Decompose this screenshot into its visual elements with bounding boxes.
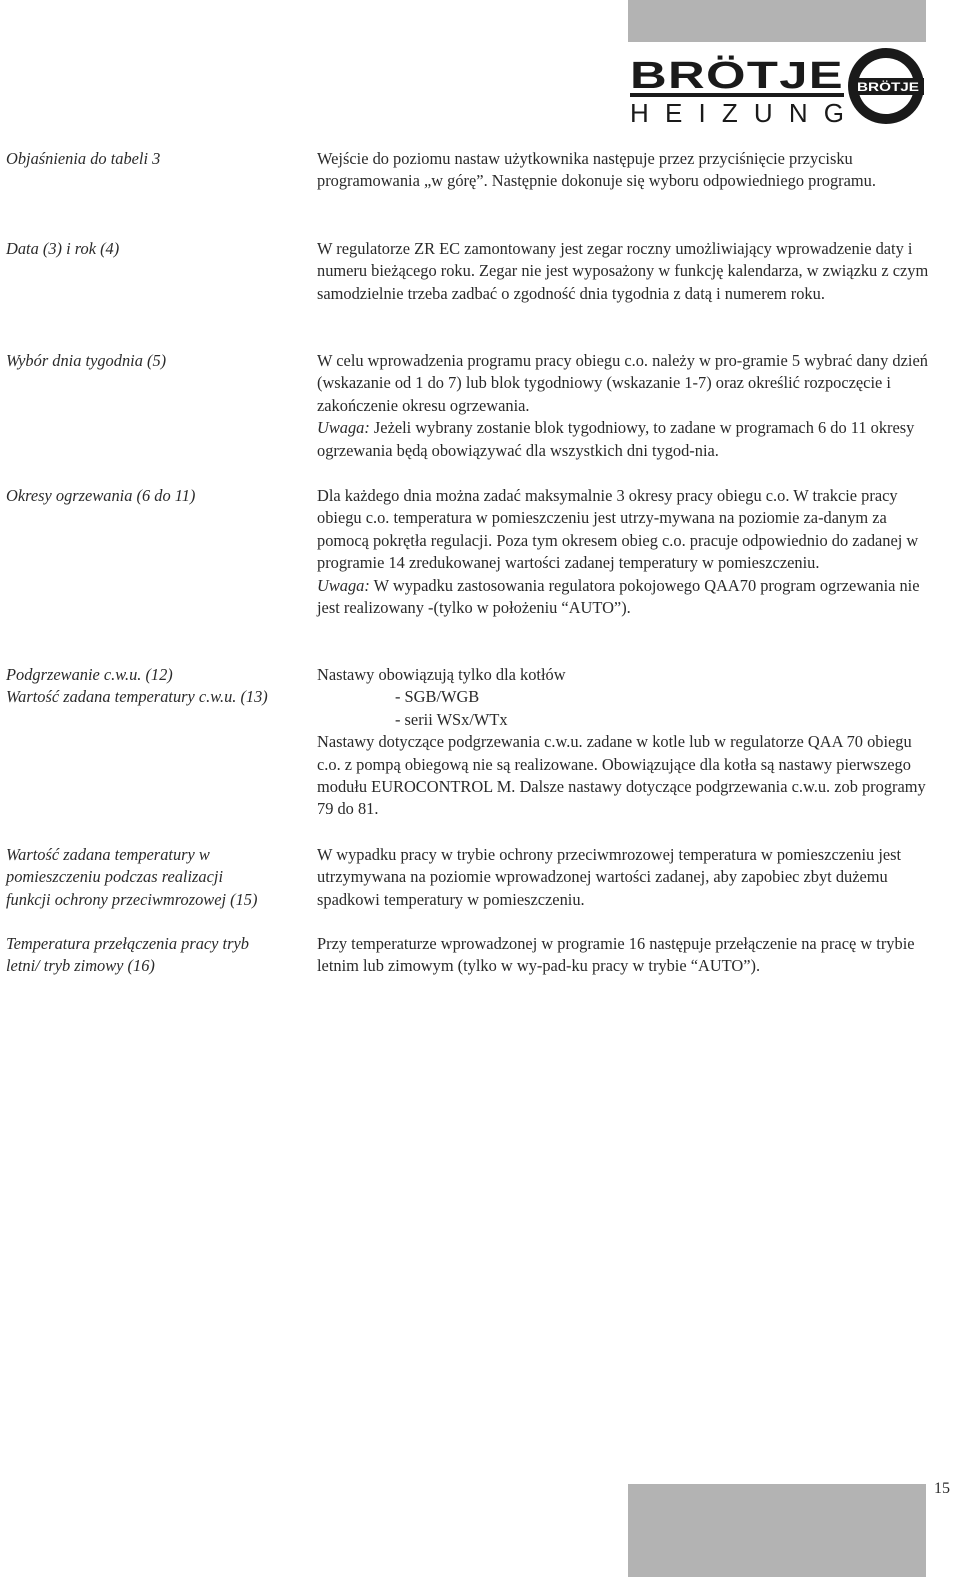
logo-emblem-text: BRÖTJE <box>857 80 906 94</box>
section-podgrzewanie-cwu <box>0 664 960 844</box>
logo-sub-text: HEIZUNG <box>630 98 844 128</box>
section-wybor-dnia <box>0 350 960 485</box>
section-body <box>317 350 937 462</box>
section-label: Data (3) i rok (4) <box>6 239 120 258</box>
note-label: Uwaga: <box>317 418 370 438</box>
section-lato-zima <box>0 933 960 983</box>
brotje-logo <box>628 46 928 128</box>
section-paragraph: Nastawy dotyczące podgrzewania c.w.u. zadane w kotle lub w regulatorze QAA 70 obiegu c.o. z pompą obiegową nie są realizowane. Obowiązujące dla kotła są nastawy pierwszego modułu EUROCONTROL M. Dalsze nastawy dotyczące podgrzewania c.w.u. zob programy 79 do 81. <box>317 732 926 819</box>
logo-brand-text: BRÖTJE <box>630 55 791 97</box>
section-okresy-ogrzewania <box>0 485 960 664</box>
brotje-logo-graphic <box>628 46 928 128</box>
section-note <box>317 575 937 620</box>
section-paragraph: W celu wprowadzenia programu pracy obiegu c.o. należy w pro-gramie 5 wybrać dany dzień (wskazanie od 1 do 7) lub blok tygodniowy (wskazanie 1-7) oraz określić rozpoczęcie i zakończenie okresu ogrzewania. <box>317 351 928 415</box>
footer-grey-bar <box>628 1484 926 1577</box>
page-number: 15 <box>934 1480 950 1497</box>
section-label: Okresy ogrzewania (6 do 11) <box>6 486 196 505</box>
section-body <box>317 844 937 911</box>
section-body <box>317 933 937 978</box>
list-item: - SGB/WGB <box>395 687 480 707</box>
section-paragraph: Dla każdego dnia można zadać maksymalnie 3 okresy pracy obiegu c.o. W trakcie pracy obiegu c.o. temperatura w pomieszczeniu jest utrzy-mywana na poziomie za-danym za pomocą pokrętła regulacji. Poza tym okresem obieg c.o. pracuje odpowiednio do zadanej w programie 14 zredukowanej wartości zadanej temperatury w pomieszczeniu. <box>317 486 919 573</box>
section-objasnienia <box>0 148 960 238</box>
section-paragraph: Przy temperaturze wprowadzonej w programie 16 następuje przełączenie na pracę w trybie letnim lub zimowym (tylko w wy-pad-ku pracy w trybie “AUTO”). <box>317 934 915 976</box>
section-label: Podgrzewanie c.w.u. (12) Wartość zadana temperatury c.w.u. (13) <box>6 665 268 707</box>
note-text: Jeżeli wybrany zostanie blok tygodniowy, to zadane w programach 6 do 11 okresy ogrzewania będą obowiązywać dla wszystkich dni tygod-nia. <box>317 418 915 460</box>
header-grey-bar <box>628 0 926 42</box>
section-body <box>317 485 937 619</box>
section-label: Wartość zadana temperatury w pomieszczeniu podczas realizacji funkcji ochrony przeciwmrozowej (15) <box>6 845 258 909</box>
note-label: Uwaga: <box>317 575 370 595</box>
section-paragraph: W wypadku pracy w trybie ochrony przeciwmrozowej temperatura w pomieszczeniu jest utrzymywana na poziomie wprowadzonej wartości zadanej, aby zapobiec zbyt dużemu spadkowi temperatury w pomieszczeniu. <box>317 845 902 909</box>
section-label: Wybór dnia tygodnia (5) <box>6 351 167 370</box>
section-lead: Nastawy obowiązują tylko dla kotłów <box>317 665 566 684</box>
page-content <box>0 148 960 983</box>
section-body <box>317 664 937 821</box>
section-paragraph: W regulatorze ZR EC zamontowany jest zegar roczny umożliwiający wprowadzenie daty i numeru bieżącego roku. Zegar nie jest wyposażony w funkcję kalendarza, w związku z czym samodzielnie trzeba zadbać o zgodność dnia tygodnia z datą i numerem roku. <box>317 239 929 303</box>
section-paragraph: Wejście do poziomu nastaw użytkownika następuje przez przyciśnięcie przycisku programowania „w górę”. Następnie dokonuje się wyboru odpowiedniego programu. <box>317 149 876 191</box>
section-body <box>317 238 937 305</box>
list-item: - serii WSx/WTx <box>395 709 508 729</box>
section-body <box>317 148 937 193</box>
note-text: W wypadku zastosowania regulatora pokojowego QAA70 program ogrzewania nie jest realizowany -(tylko w położeniu “AUTO”). <box>317 575 920 618</box>
section-label: Objaśnienia do tabeli 3 <box>6 149 161 168</box>
section-data-rok <box>0 238 960 350</box>
section-ochrona-przeciwmrozowa <box>0 844 960 933</box>
section-label: Temperatura przełączenia pracy tryb letni/ tryb zimowy (16) <box>6 934 249 976</box>
section-note <box>317 417 937 462</box>
